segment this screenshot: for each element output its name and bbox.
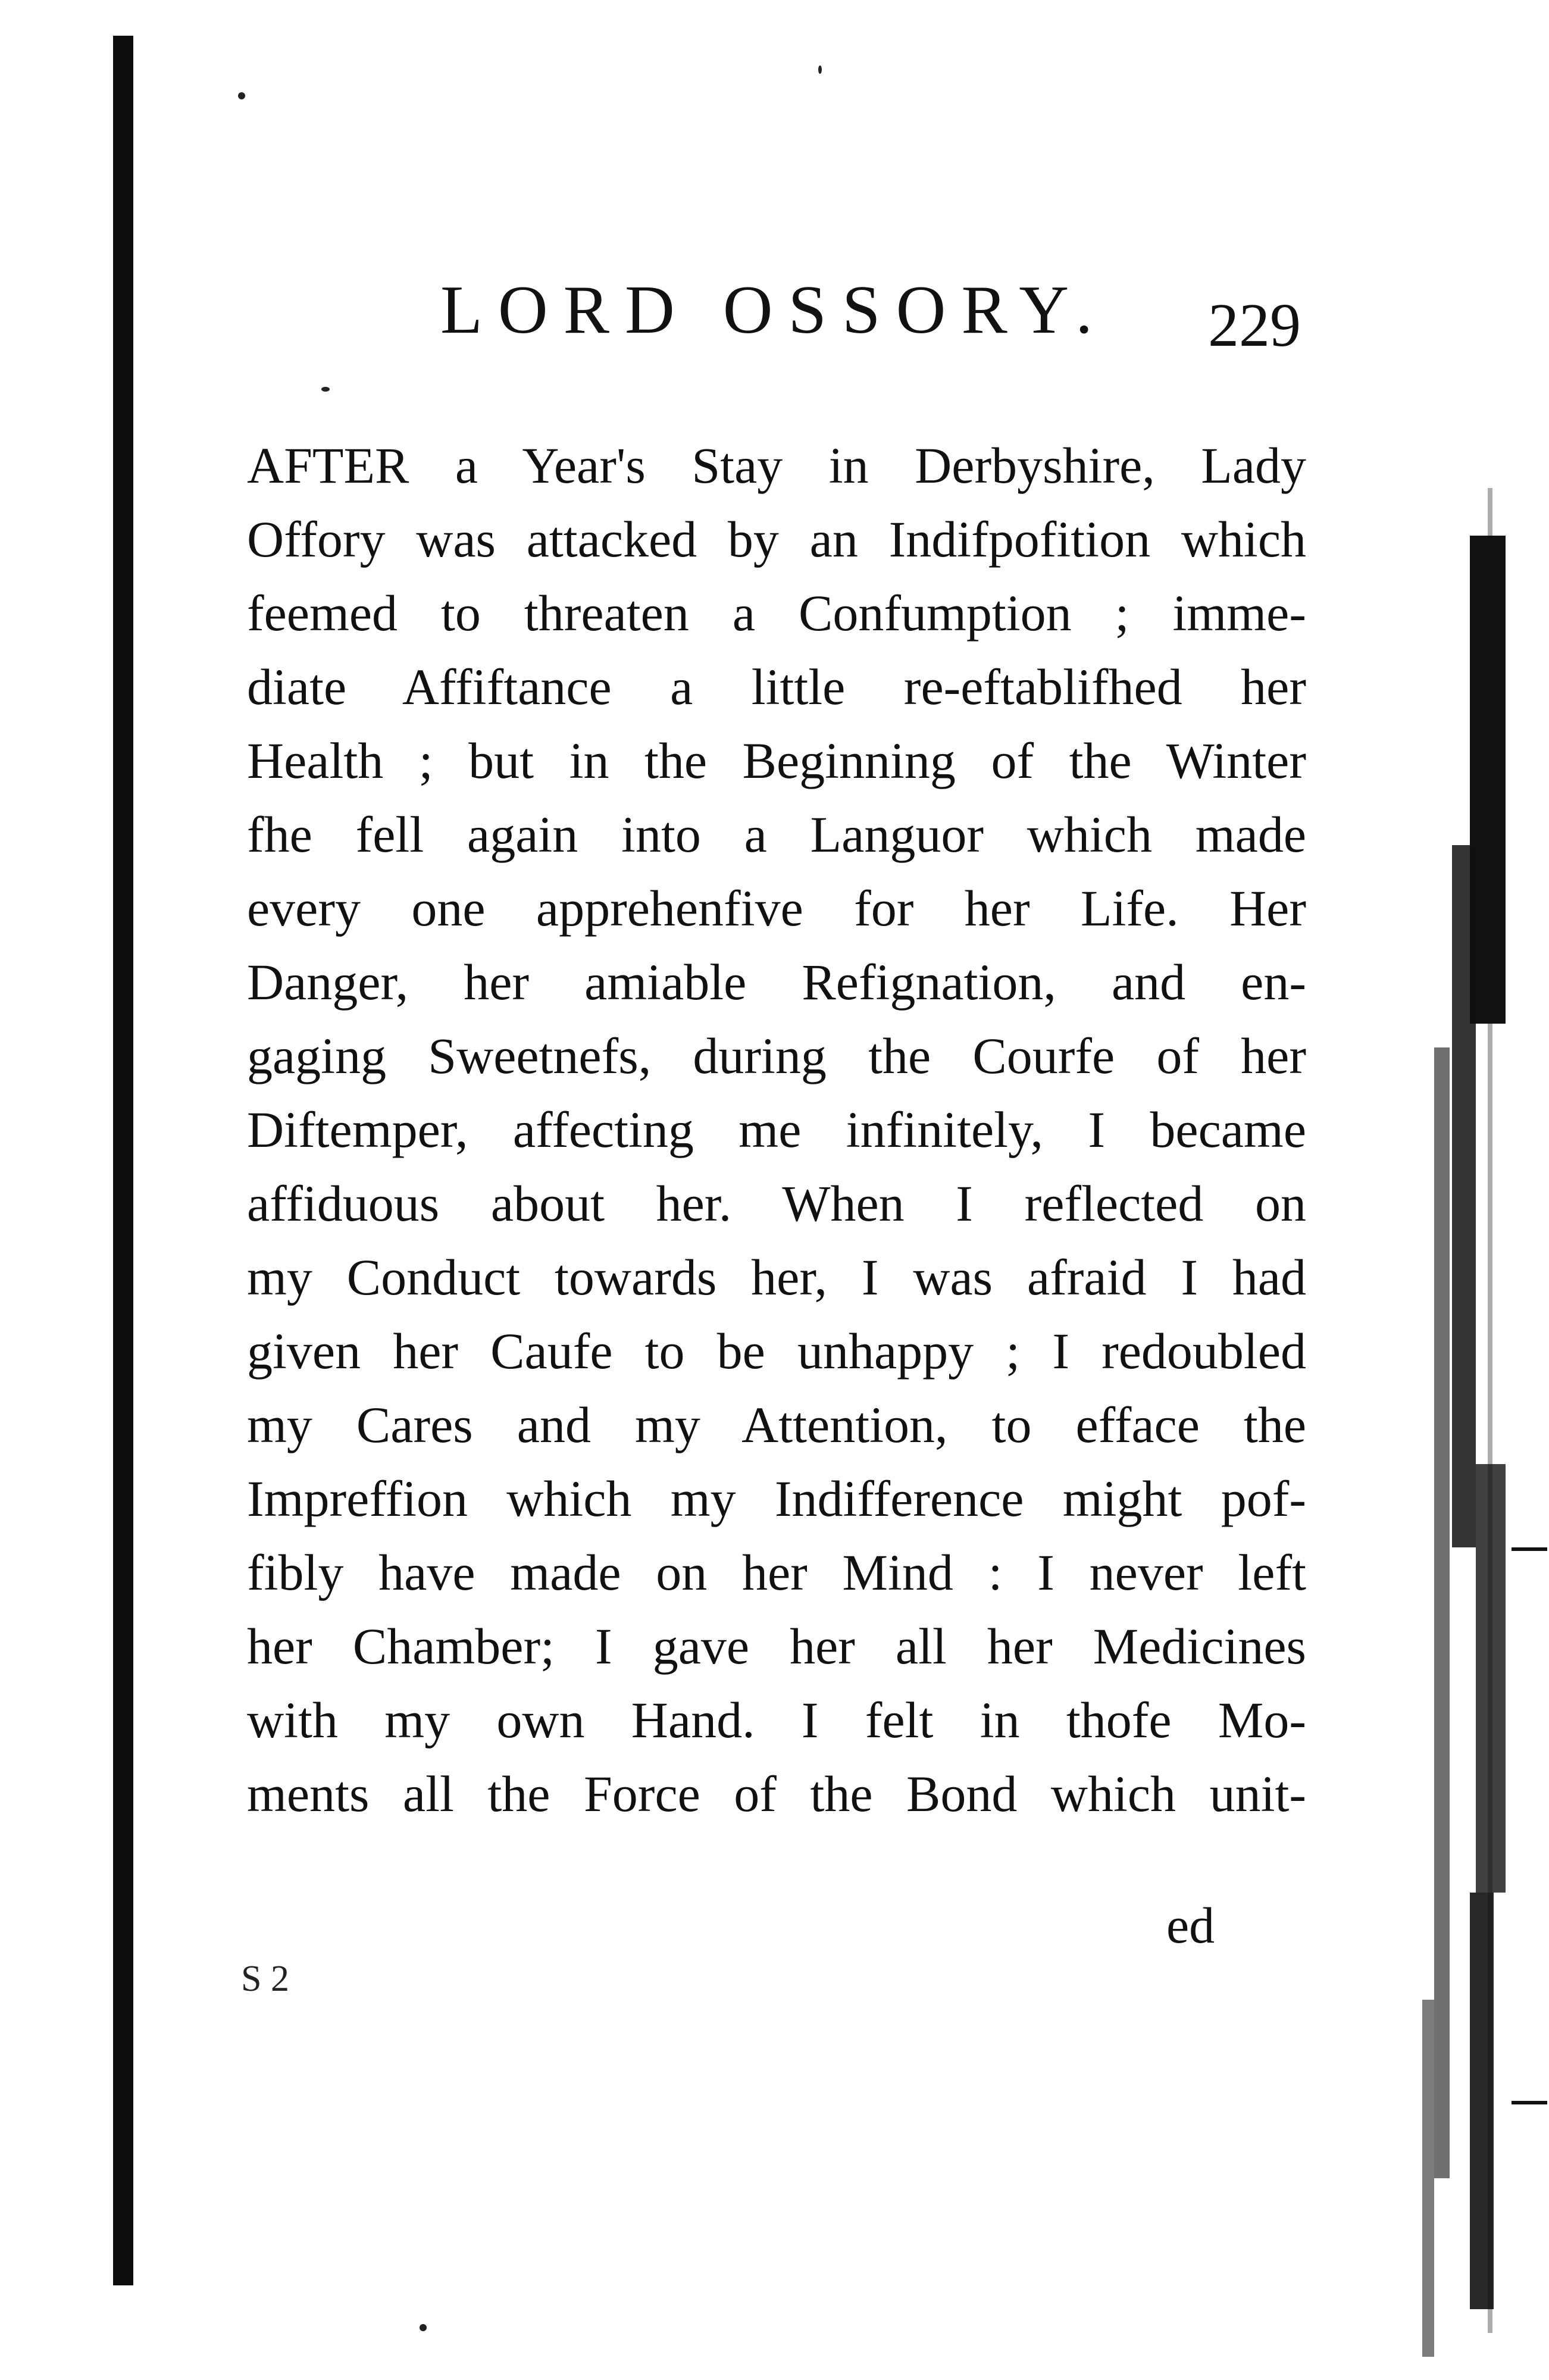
ink-speck [321,387,330,392]
page-number: 229 [1208,291,1301,359]
ink-speck [238,92,245,99]
text-line: Health ; but in the Beginning of the Winter [247,732,1306,789]
text-line: diate Affiftance a little re-eftablifhed her [247,658,1306,715]
body-text [247,429,1306,1831]
text-line: Danger, her amiable Refignation, and en- [247,953,1306,1011]
text-line: Impreffion which my Indifference might pof- [247,1470,1306,1527]
text-line: Offory was attacked by an Indifpofition which [247,511,1306,568]
text-line: with my own Hand. I felt in thofe Mo- [247,1691,1306,1749]
ink-speck [420,2324,427,2331]
catchword: ed [1166,1897,1215,1954]
page-header [440,271,1333,360]
text-line: fhe fell again into a Languor which made [247,806,1306,863]
text-line: every one apprehenfive for her Life. Her [247,880,1306,937]
text-line: ments all the Force of the Bond which unit- [247,1765,1306,1822]
text-line: my Conduct towards her, I was afraid I had [247,1249,1306,1306]
text-line: my Cares and my Attention, to efface the [247,1396,1306,1453]
text-line: Diftemper, affecting me infinitely, I became [247,1101,1306,1158]
signature-mark: S 2 [241,1959,289,1999]
running-title: LORD OSSORY. [440,272,1109,348]
ink-speck [818,65,822,74]
text-line: gaging Sweetnefs, during the Courfe of her [247,1027,1306,1084]
gutter-shadow [113,36,133,2285]
text-line: affiduous about her. When I reflected on [247,1175,1306,1232]
adjacent-page-edge [1333,155,1549,2357]
text-line: feemed to threaten a Confumption ; imme- [247,584,1306,642]
text-line: AFTER a Year's Stay in Derbyshire, Lady [247,437,1306,494]
text-line: her Chamber; I gave her all her Medicines [247,1618,1306,1675]
text-line: fibly have made on her Mind : I never left [247,1544,1306,1601]
text-line: given her Caufe to be unhappy ; I redoubled [247,1322,1306,1380]
